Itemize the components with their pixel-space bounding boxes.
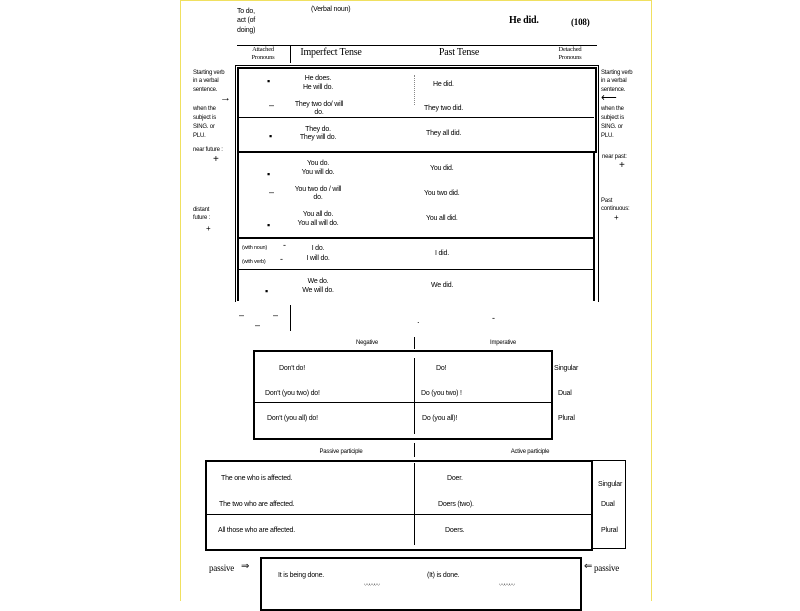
passive-participle-header: Passive participle (319, 449, 363, 455)
you-two-imperfect-2: do. (313, 194, 323, 201)
active-participle-dual: Doers (two). (438, 501, 474, 508)
negative-header: Negative (355, 340, 379, 346)
right-note-when-2: subject is (601, 115, 625, 121)
i-imperfect-2: I will do. (306, 255, 330, 262)
header-title: He did. (509, 15, 539, 26)
i-imperfect-1: I do. (311, 245, 325, 252)
we-imperfect-2: We will do. (302, 287, 334, 294)
third-person-block (237, 67, 597, 153)
you-two-past: You two did. (424, 190, 460, 197)
they-two-imperfect-2: do. (314, 109, 324, 116)
right-note-near-past: near past: (602, 154, 627, 160)
imperative-neg-plural: Don't (you all) do! (267, 415, 318, 422)
plus-icon: + (206, 224, 211, 233)
they-two-past: They two did. (424, 105, 464, 112)
right-note-starting-3: sentence. (601, 87, 626, 93)
left-note-when-3: SING. or (193, 124, 215, 130)
passive-participle-dual: The two who are affected. (219, 501, 295, 508)
passive-right-label: passive (594, 563, 620, 573)
you-imperfect-2: You will do. (301, 169, 335, 176)
left-note-distant-1: distant (193, 207, 210, 213)
row-rule-2 (238, 269, 594, 270)
header-verbal-noun: (Verbal noun) (311, 6, 351, 13)
right-note-when-4: PLU. (601, 133, 614, 139)
imperative-header-divider (414, 337, 415, 349)
you-all-imperfect-2: You all will do. (297, 220, 339, 227)
participle-label-plural: Plural (601, 527, 618, 534)
col-detached-2: Pronouns (558, 54, 582, 61)
right-arrow-icon: → (220, 92, 231, 104)
passive-participle-singular: The one who is affected. (221, 475, 293, 482)
pronoun-mark: ▪ (269, 131, 273, 141)
left-note-when-1: when the (193, 106, 216, 112)
pronoun-mark: – (269, 187, 275, 197)
imperative-singular: Do! (436, 365, 447, 372)
mark: – (273, 310, 279, 320)
passive-participle-plural: All those who are affected. (218, 527, 295, 534)
left-note-distant-2: future : (193, 215, 211, 221)
plus-icon: + (213, 154, 219, 165)
imperative-header: Imperative (489, 340, 517, 346)
row-rule (238, 117, 594, 118)
we-past: We did. (431, 282, 454, 289)
page-number: (108) (571, 17, 590, 27)
header-divider (290, 45, 291, 63)
participle-label-singular: Singular (598, 481, 623, 488)
they-all-imperfect-2: They will do. (299, 134, 337, 141)
left-note-starting-1: Starting verb (193, 70, 225, 76)
participle-divider (414, 463, 415, 545)
he-imperfect-1: He does. (304, 75, 332, 82)
right-note-when-1: when the (601, 106, 624, 112)
they-two-imperfect-1: They two do/ will (294, 101, 344, 108)
you-all-imperfect-1: You all do. (302, 211, 334, 218)
participle-label-dual: Dual (601, 501, 615, 508)
divider (290, 305, 291, 331)
imperative-plural: Do (you all)! (422, 415, 458, 422)
you-past: You did. (430, 165, 454, 172)
right-note-starting-1: Starting verb (601, 70, 633, 76)
right-note-past-cont-1: Past (601, 198, 613, 204)
pronoun-mark: - (280, 254, 283, 264)
passive-imperfect: It is being done. (278, 572, 325, 579)
you-two-imperfect-1: You two do / will (294, 186, 342, 193)
left-note-starting-3: sentence. (193, 87, 218, 93)
pronoun-mark: - (283, 240, 286, 250)
left-note-near-future: near future : (193, 147, 223, 153)
left-note-when-2: subject is (193, 115, 217, 121)
participle-header-divider (414, 443, 415, 457)
double-right-arrow-icon: ⇒ (241, 561, 250, 572)
table-left-border (237, 151, 239, 301)
right-note-when-3: SING. or (601, 124, 623, 130)
right-note-past-cont-2: continuous: (601, 206, 630, 212)
mark: – (239, 310, 245, 320)
active-participle-singular: Doer. (447, 475, 463, 482)
pronoun-mark: ▪ (265, 286, 269, 296)
row-rule-thick-2 (238, 237, 594, 239)
pronoun-mark: ▪ (267, 76, 271, 86)
i-with-noun: (with noun) (242, 245, 268, 251)
col-attached-1: Attached (252, 46, 274, 53)
they-all-imperfect-1: They do. (305, 126, 331, 133)
passive-left-label: passive (209, 563, 235, 573)
participle-row-rule (207, 514, 591, 515)
pronoun-mark: – (269, 100, 275, 110)
i-past: I did. (435, 250, 449, 257)
table-right-border (593, 151, 595, 301)
col-attached-2: Pronouns (251, 54, 275, 61)
mark: – (255, 320, 261, 330)
imperative-label-plural: Plural (558, 415, 575, 422)
imperative-neg-singular: Don't do! (279, 365, 305, 372)
row-rule-thick (238, 151, 594, 153)
imperative-neg-dual: Don't (you two) do! (265, 390, 320, 397)
you-all-past: You all did. (426, 215, 458, 222)
column-divider (414, 75, 415, 105)
we-imperfect-1: We do. (307, 278, 329, 285)
left-arrow-icon: ⟵ (601, 92, 617, 104)
mark: - (492, 313, 495, 323)
active-participle-header: Active participle (510, 449, 550, 455)
header-todo: To do, (237, 8, 255, 15)
active-participle-plural: Doers. (445, 527, 465, 534)
left-note-when-4: PLU. (193, 133, 206, 139)
imperative-label-singular: Singular (554, 365, 579, 372)
i-with-verb: (with verb) (242, 259, 266, 265)
you-imperfect-1: You do. (306, 160, 330, 167)
imperative-row-rule (255, 402, 551, 403)
col-detached-1: Detached (558, 46, 582, 53)
imperative-label-dual: Dual (558, 390, 572, 397)
col-past: Past Tense (438, 47, 480, 58)
header-rule-top (237, 45, 597, 46)
he-imperfect-2: He will do. (302, 84, 334, 91)
plus-icon: + (614, 213, 619, 222)
mark: . (417, 315, 420, 325)
double-left-arrow-icon: ⇐ (584, 561, 593, 572)
imperative-dual: Do (you two) ! (421, 390, 462, 397)
pronoun-mark: ▪ (267, 169, 271, 179)
wavy-mark: 〰〰〰 (499, 583, 515, 589)
pronoun-mark: ▪ (267, 220, 271, 230)
imperative-divider (414, 358, 415, 434)
plus-icon: + (619, 160, 625, 171)
page (180, 0, 652, 601)
passive-past: (It) is done. (427, 572, 460, 579)
col-imperfect: Imperfect Tense (300, 47, 362, 58)
passive-table (260, 557, 582, 611)
header-act: act (of (237, 17, 256, 24)
he-past: He did. (433, 81, 454, 88)
header-doing: doing) (237, 27, 256, 34)
wavy-mark: 〰〰〰 (364, 583, 380, 589)
left-note-starting-2: in a verbal (193, 78, 219, 84)
they-all-past: They all did. (426, 130, 462, 137)
right-note-starting-2: in a verbal (601, 78, 627, 84)
